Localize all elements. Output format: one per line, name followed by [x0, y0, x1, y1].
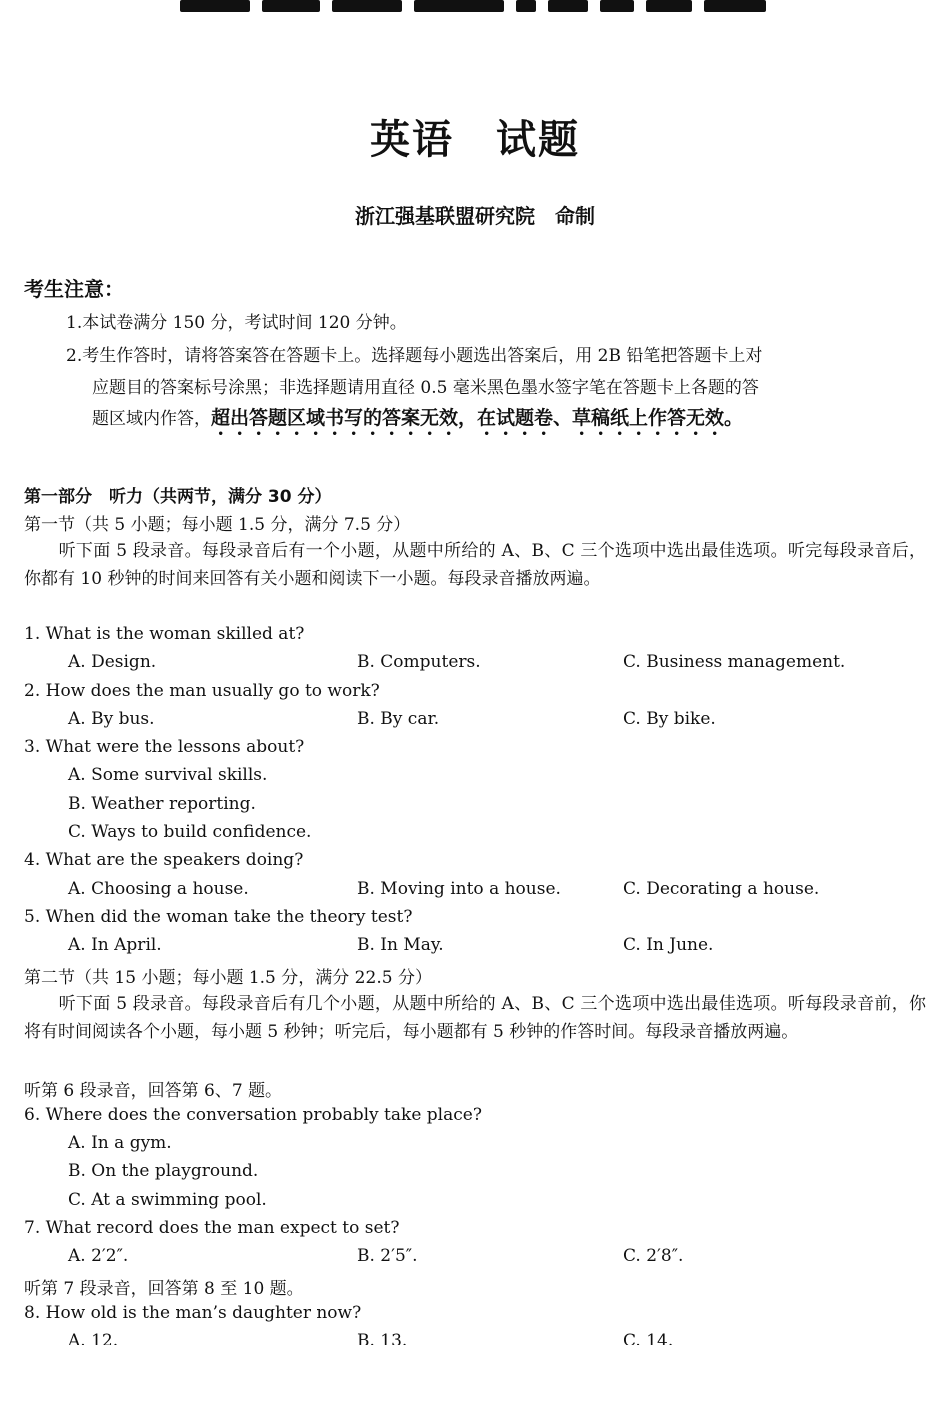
q1-option-b: B. Computers. [357, 652, 481, 672]
notice-item-2-line-3-plain: 题区域内作答， [92, 409, 211, 429]
q8-option-b: B. 13. [357, 1331, 408, 1345]
notice-item-2-line-2: 应题目的答案标号涂黑；非选择题请用直径 0.5 毫米黑色墨水签字笔在答题卡上各题的答 [92, 378, 759, 398]
page-subtitle: 浙江强基联盟研究院 命制 [355, 204, 595, 228]
q2-option-a: A. By bus. [68, 709, 155, 729]
question-3: 3. What were the lessons about? [24, 737, 305, 757]
q1-option-c: C. Business management. [623, 652, 846, 672]
q5-option-b: B. In May. [357, 935, 444, 955]
question-2: 2. How does the man usually go to work? [24, 681, 380, 701]
dialog-6-intro: 听第 6 段录音，回答第 6、7 题。 [24, 1081, 283, 1101]
q2-option-c: C. By bike. [623, 709, 716, 729]
q2-option-b: B. By car. [357, 709, 440, 729]
q7-option-a: A. 2′2″. [68, 1246, 129, 1266]
question-5: 5. When did the woman take the theory test? [24, 907, 413, 927]
page-title: 英语 试题 [370, 117, 580, 163]
part1-heading: 第一部分 听力（共两节，满分 30 分） [24, 487, 332, 507]
q4-option-b: B. Moving into a house. [357, 879, 561, 899]
notice-item-2-emphasis: 超出答题区域书写的答案无效，在试题卷、草稿纸上作答无效。 [211, 407, 744, 429]
q8-option-c: C. 14. [623, 1331, 674, 1345]
question-1: 1. What is the woman skilled at? [24, 624, 305, 644]
question-6: 6. Where does the conversation probably take place? [24, 1105, 482, 1125]
notice-item-2-line-1: 2.考生作答时，请将答案答在答题卡上。选择题每小题选出答案后，用 2B 铅笔把答题卡上对 [66, 346, 763, 366]
notice-item-2-line-3 [66, 404, 926, 440]
dialog-7-intro: 听第 7 段录音，回答第 8 至 10 题。 [24, 1279, 304, 1299]
q6-option-c: C. At a swimming pool. [68, 1190, 267, 1210]
notice-item-2 [66, 342, 926, 440]
question-7: 7. What record does the man expect to set? [24, 1218, 400, 1238]
q7-option-b: B. 2′5″. [357, 1246, 418, 1266]
q5-option-a: A. In April. [68, 935, 162, 955]
q8-options-cut [0, 1331, 950, 1345]
section1-heading: 第一节（共 5 小题；每小题 1.5 分，满分 7.5 分） [24, 515, 411, 535]
q1-option-a: A. Design. [68, 652, 157, 672]
q7-option-c: C. 2′8″. [623, 1246, 684, 1266]
q4-option-c: C. Decorating a house. [623, 879, 820, 899]
section1-instructions: 听下面 5 段录音。每段录音后有一个小题，从题中所给的 A、B、C 三个选项中选出最佳选项。听完每段录音后，你都有 10 秒钟的时间来回答有关小题和阅读下一小题。每段录音播放两遍。 [24, 541, 926, 590]
section2-heading: 第二节（共 15 小题；每小题 1.5 分，满分 22.5 分） [24, 968, 432, 988]
notice-heading: 考生注意： [24, 277, 124, 301]
q3-option-c: C. Ways to build confidence. [68, 822, 312, 842]
cut-off-header [0, 0, 950, 20]
q8-option-a: A. 12. [68, 1331, 119, 1345]
q3-option-a: A. Some survival skills. [68, 765, 268, 785]
section2-instructions: 听下面 5 段录音。每段录音后有几个小题，从题中所给的 A、B、C 三个选项中选出最佳选项。听每段录音前，你将有时间阅读各个小题，每小题 5 秒钟；听完后，每小题都有 5 秒钟的作答时间。每段录音播放两遍。 [24, 994, 926, 1043]
q5-option-c: C. In June. [623, 935, 714, 955]
question-8: 8. How old is the man’s daughter now? [24, 1303, 362, 1323]
q6-option-a: A. In a gym. [68, 1133, 172, 1153]
q6-option-b: B. On the playground. [68, 1161, 259, 1181]
notice-item-1: 1.本试卷满分 150 分，考试时间 120 分钟。 [66, 313, 407, 333]
q3-option-b: B. Weather reporting. [68, 794, 256, 814]
question-4: 4. What are the speakers doing? [24, 850, 304, 870]
q4-option-a: A. Choosing a house. [68, 879, 249, 899]
